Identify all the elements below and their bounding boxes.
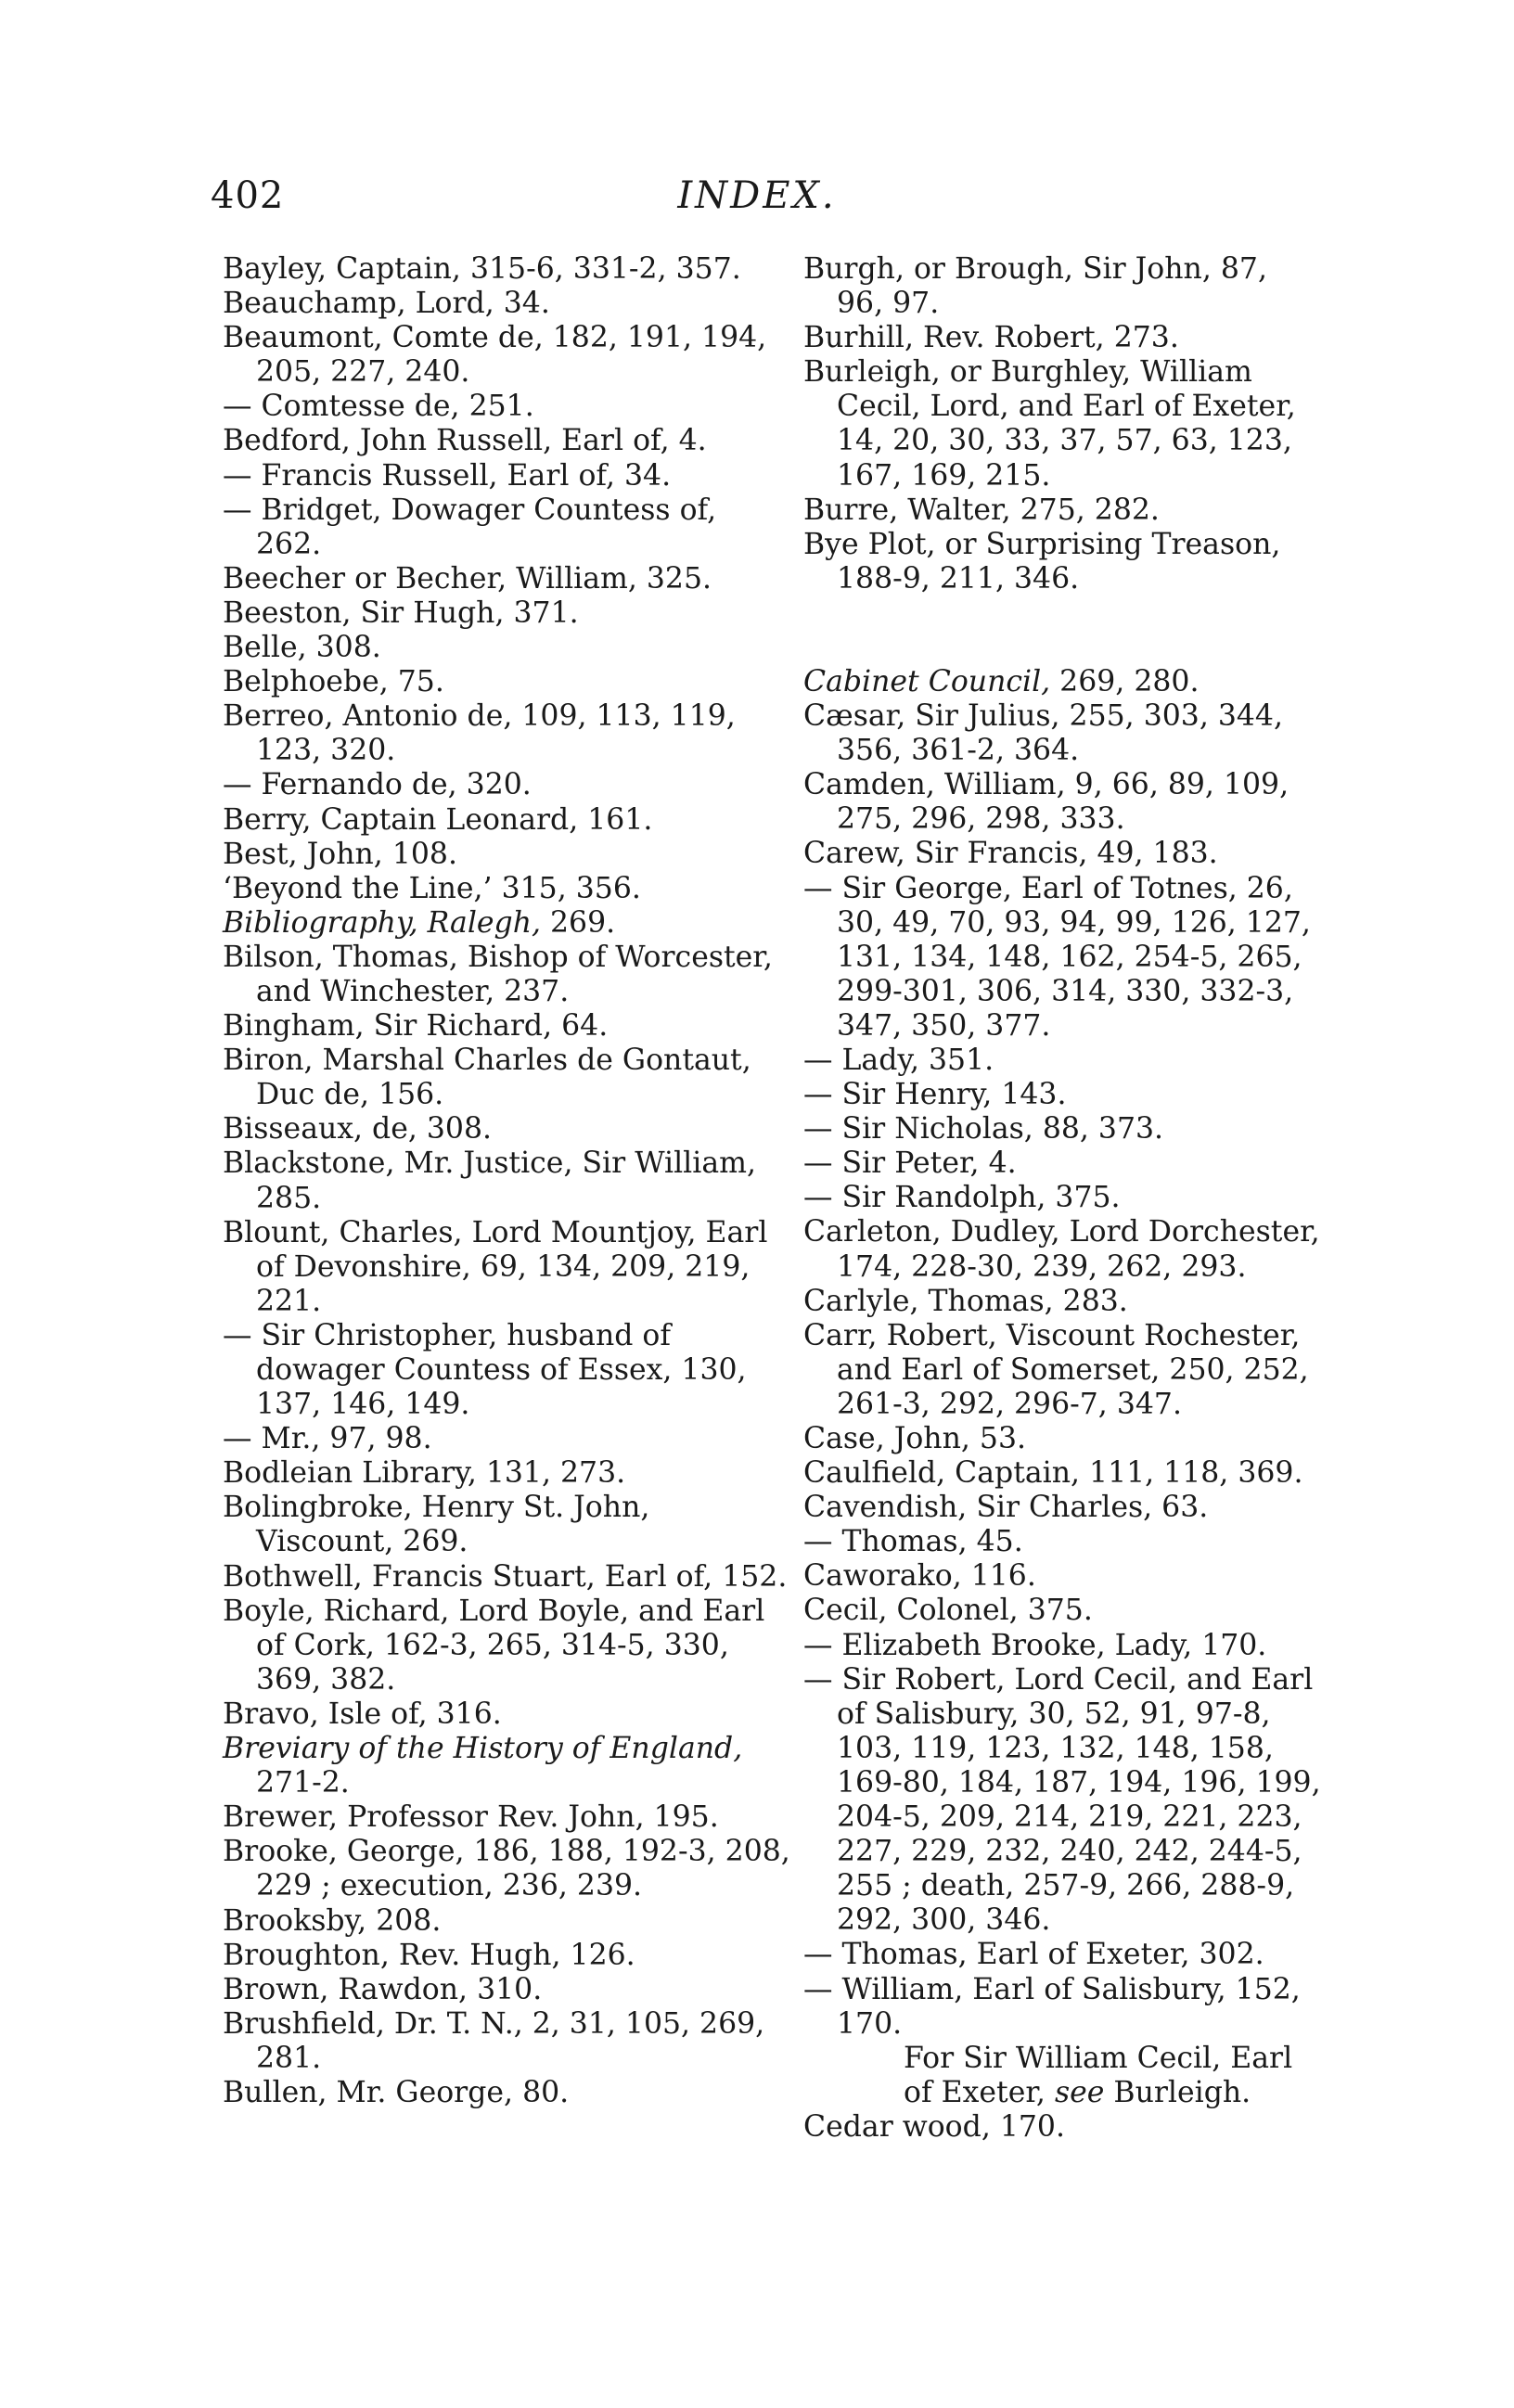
cross-reference: For Sir William Cecil, Earl of Exeter, see Burleigh.: [904, 2041, 1293, 2109]
index-entry: Caulfield, Captain, 111, 118, 369.: [803, 1456, 1303, 1491]
index-entry: Case, John, 53.: [803, 1422, 1027, 1455]
index-entry: — Comtesse de, 251.: [223, 390, 534, 424]
index-entry: Caworako, 116.: [803, 1559, 1036, 1594]
index-entry: Brooksby, 208.: [223, 1903, 442, 1938]
index-entry: — Sir Peter, 4.: [803, 1146, 1017, 1181]
index-entry: Carew, Sir Francis, 49, 183.: [803, 837, 1218, 871]
index-entry: — Bridget, Dowager Countess of, 262.: [223, 493, 717, 561]
index-entry: Carlyle, Thomas, 283.: [803, 1284, 1128, 1318]
index-entry: Bilson, Thomas, Bishop of Worcester, and Winchester, 237.: [223, 940, 773, 1008]
index-entry: Cecil, Colonel, 375.: [803, 1594, 1093, 1628]
index-entry: Brewer, Professor Rev. John, 195.: [223, 1800, 719, 1835]
index-entry: Broughton, Rev. Hugh, 126.: [223, 1938, 635, 1972]
index-entry: Bisseaux, de, 308.: [223, 1112, 493, 1146]
index-entry: Beaumont, Comte de, 182, 191, 194, 205, 227, 240.: [223, 321, 767, 390]
section-gap: [803, 596, 1323, 665]
index-entry: Bibliography, Ralegh, 269.: [223, 905, 616, 940]
index-entry: Cabinet Council, 269, 280.: [803, 664, 1200, 698]
index-entry: Blackstone, Mr. Justice, Sir William, 285.: [223, 1146, 756, 1215]
index-entry: Burleigh, or Burghley, William Cecil, Lord, and Earl of Exeter, 14, 20, 30, 33, 37, 57, 63, 123, 167, 169, 215.: [803, 355, 1296, 493]
index-entry: Belphoebe, 75.: [223, 665, 444, 699]
index-entry: Beecher or Becher, William, 325.: [223, 561, 712, 596]
index-entry: — William, Earl of Salisbury, 152, 170.: [803, 1972, 1301, 2041]
index-entry: Bullen, Mr. George, 80.: [223, 2075, 570, 2109]
index-entry: — Mr., 97, 98.: [223, 1422, 432, 1456]
index-entry: — Fernando de, 320.: [223, 768, 532, 802]
index-entry: Bravo, Isle of, 316.: [223, 1697, 502, 1731]
index-entry: Cavendish, Sir Charles, 63.: [803, 1491, 1209, 1525]
index-entry: Bye Plot, or Surprising Treason, 188-9, 211, 346.: [803, 527, 1281, 596]
index-entry: ‘Beyond the Line,’ 315, 356.: [223, 871, 641, 905]
index-entry: Camden, William, 9, 66, 89, 109, 275, 296, 298, 333.: [803, 768, 1289, 837]
index-entry: Carleton, Dudley, Lord Dorchester, 174, 228-30, 239, 262, 293.: [803, 1215, 1320, 1284]
index-entry: — Lady, 351.: [803, 1043, 994, 1077]
index-entry: Berreo, Antonio de, 109, 113, 119, 123, 320.: [223, 699, 736, 768]
index-entry: — Francis Russell, Earl of, 34.: [223, 458, 672, 493]
index-entry: Brown, Rawdon, 310.: [223, 1972, 543, 2006]
index-entry: Burhill, Rev. Robert, 273.: [803, 321, 1179, 355]
index-entry: Bothwell, Francis Stuart, Earl of, 152.: [223, 1559, 788, 1594]
index-entry: — Sir Robert, Lord Cecil, and Earl of Salisbury, 30, 52, 91, 97-8, 103, 119, 123, 132, 148, 158, 169-80, 184, 187, 194, 196, 199, 204-5, 209, 214, 219, 221, 223, 227, 229, 232, 240, 242, 244-5, 255 ; death, 257-9, 266, 288-9, 292, 300, 346.: [803, 1662, 1321, 1938]
index-entry: Burgh, or Brough, Sir John, 87, 96, 97.: [803, 252, 1267, 321]
index-entry: — Sir George, Earl of Totnes, 26, 30, 49, 70, 93, 94, 99, 126, 127, 131, 134, 148, 162, 254-5, 265, 299-301, 306, 314, 330, 332-3, 347, 350, 377.: [803, 871, 1311, 1043]
index-entry: Bedford, John Russell, Earl of, 4.: [223, 424, 707, 458]
index-entry: Boyle, Richard, Lord Boyle, and Earl of Cork, 162-3, 265, 314-5, 330, 369, 382.: [223, 1594, 765, 1697]
index-entry: Beeston, Sir Hugh, 371.: [223, 596, 579, 630]
index-entry: — Thomas, 45.: [803, 1525, 1023, 1559]
index-entry: Cæsar, Sir Julius, 255, 303, 344, 356, 361-2, 364.: [803, 699, 1283, 768]
index-entry: — Elizabeth Brooke, Lady, 170.: [803, 1628, 1267, 1662]
index-entry: Berry, Captain Leonard, 161.: [223, 802, 653, 837]
index-entry: Brooke, George, 186, 188, 192-3, 208, 229 ; execution, 236, 239.: [223, 1835, 790, 1903]
index-entry: Carr, Robert, Viscount Rochester, and Earl of Somerset, 250, 252, 261-3, 292, 296-7, 347.: [803, 1318, 1309, 1421]
index-entry: Cedar wood, 170.: [803, 2109, 1065, 2144]
index-entry: Bayley, Captain, 315-6, 331-2, 357.: [223, 252, 741, 286]
index-entry: Burre, Walter, 275, 282.: [803, 493, 1160, 527]
index-entry: Bodleian Library, 131, 273.: [223, 1456, 626, 1491]
index-entry: — Sir Henry, 143.: [803, 1078, 1067, 1112]
index-entry: Brushfield, Dr. T. N., 2, 31, 105, 269, 281.: [223, 2006, 765, 2075]
index-entry: Bolingbroke, Henry St. John, Viscount, 269.: [223, 1491, 650, 1559]
index-column-left: [223, 252, 790, 2110]
index-column-right: [803, 252, 1323, 2145]
index-entry: — Sir Randolph, 375.: [803, 1181, 1121, 1215]
index-entry: — Thomas, Earl of Exeter, 302.: [803, 1938, 1264, 1972]
index-entry: Beauchamp, Lord, 34.: [223, 287, 550, 321]
index-entry: Biron, Marshal Charles de Gontaut, Duc de, 156.: [223, 1044, 751, 1112]
running-head: INDEX.: [677, 174, 837, 217]
index-entry: Best, John, 108.: [223, 837, 457, 871]
index-entry: Belle, 308.: [223, 631, 381, 665]
index-entry: Breviary of the History of England, 271-2.: [223, 1732, 743, 1800]
index-entry: Bingham, Sir Richard, 64.: [223, 1009, 609, 1044]
page-number: 402: [211, 174, 285, 217]
index-entry: — Sir Christopher, husband of dowager Countess of Essex, 130, 137, 146, 149.: [223, 1318, 747, 1422]
index-entry: — Sir Nicholas, 88, 373.: [803, 1112, 1164, 1146]
index-entry: Blount, Charles, Lord Mountjoy, Earl of Devonshire, 69, 134, 209, 219, 221.: [223, 1215, 768, 1318]
